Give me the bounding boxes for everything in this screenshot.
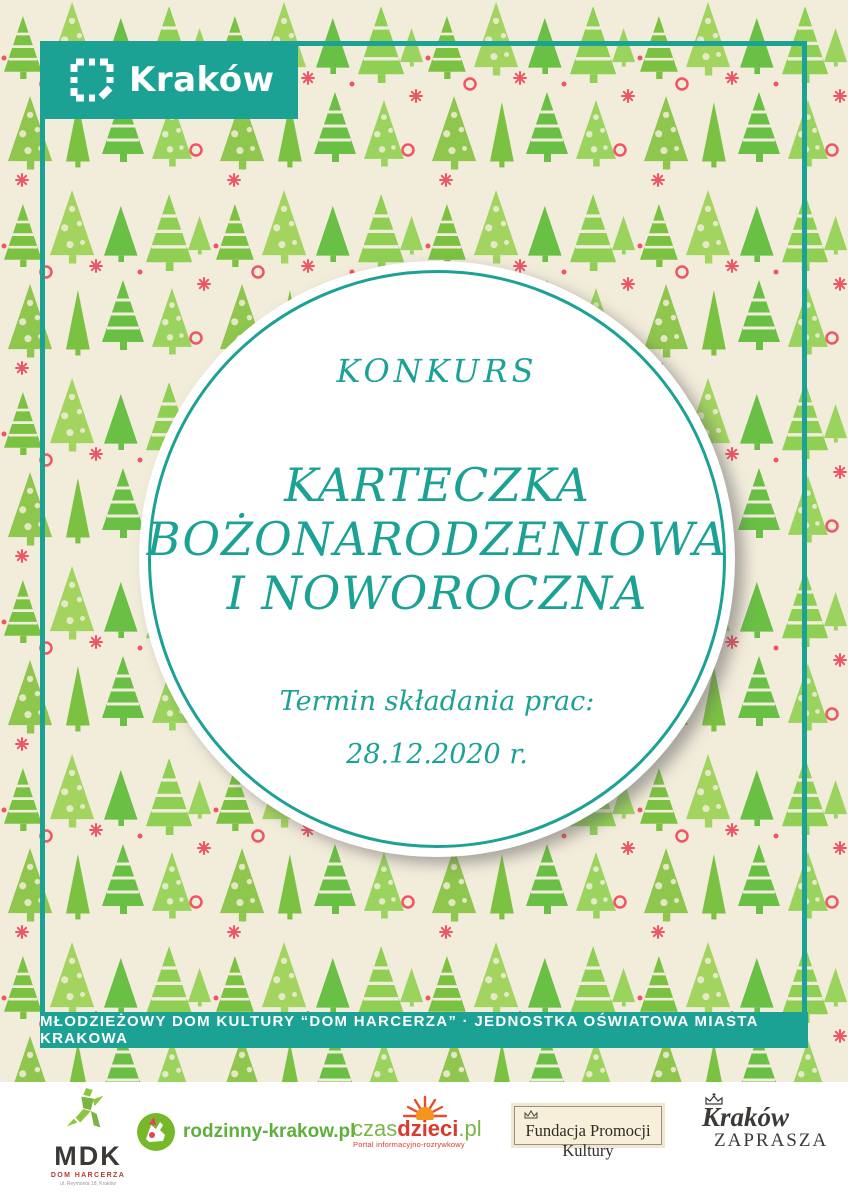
organizer-banner [40,1012,808,1048]
mdk-abbr: MDK [54,1141,122,1171]
logo-mdk-dom-harcerza [42,1088,134,1187]
contest-title-line-3: I NOWOROCZNA [226,566,648,620]
czasdzieci-part1: czas [352,1116,398,1141]
czasdzieci-tagline: Portal informacyjno-rozrywkowy [353,1140,465,1149]
mdk-name: DOM HARCERZA [50,1172,126,1179]
czasdzieci-part2: dzieci [397,1116,459,1141]
fundacja-text: Fundacja Promocji Kultury [525,1121,651,1160]
krakow-brand-box [40,41,298,119]
contest-title-line-1: KARTECZKA [284,458,590,512]
rodzinny-dragon-icon [136,1112,176,1152]
fundacja-crown-icon [524,1110,538,1119]
brand-name: Kraków [129,60,275,100]
logo-fundacja-promocji-kultury [514,1106,662,1160]
zaprasza-line1: Kraków [702,1102,790,1132]
deadline-date: 28.12.2020 r. [346,739,528,770]
contest-title [139,458,735,620]
zaprasza-line2: ZAPRASZA [714,1130,829,1151]
organizer-banner-text: MŁODZIEŻOWY DOM KULTURY “DOM HARCERZA” · JEDNOSTKA OŚWIATOWA MIASTA KRAKOWA [40,1013,759,1047]
czasdzieci-text [352,1116,482,1142]
deadline-label: Termin składania prac: [279,686,595,717]
rodzinny-text: rodzinny-krakow.pl [183,1121,356,1142]
partner-logos-footer [0,1082,848,1200]
logo-rodzinny-krakow [136,1112,355,1152]
czasdzieci-part3: .pl [458,1116,482,1141]
contest-title-line-2: BOŻONARODZENIOWA [146,512,728,566]
mdk-address: ul. Reymonta 18, Kraków [60,1181,116,1187]
mdk-scout-figure-icon [65,1088,111,1136]
contest-kicker: KONKURS [336,352,538,390]
krakow-city-logo-icon [70,58,114,102]
content-circle [139,261,735,857]
